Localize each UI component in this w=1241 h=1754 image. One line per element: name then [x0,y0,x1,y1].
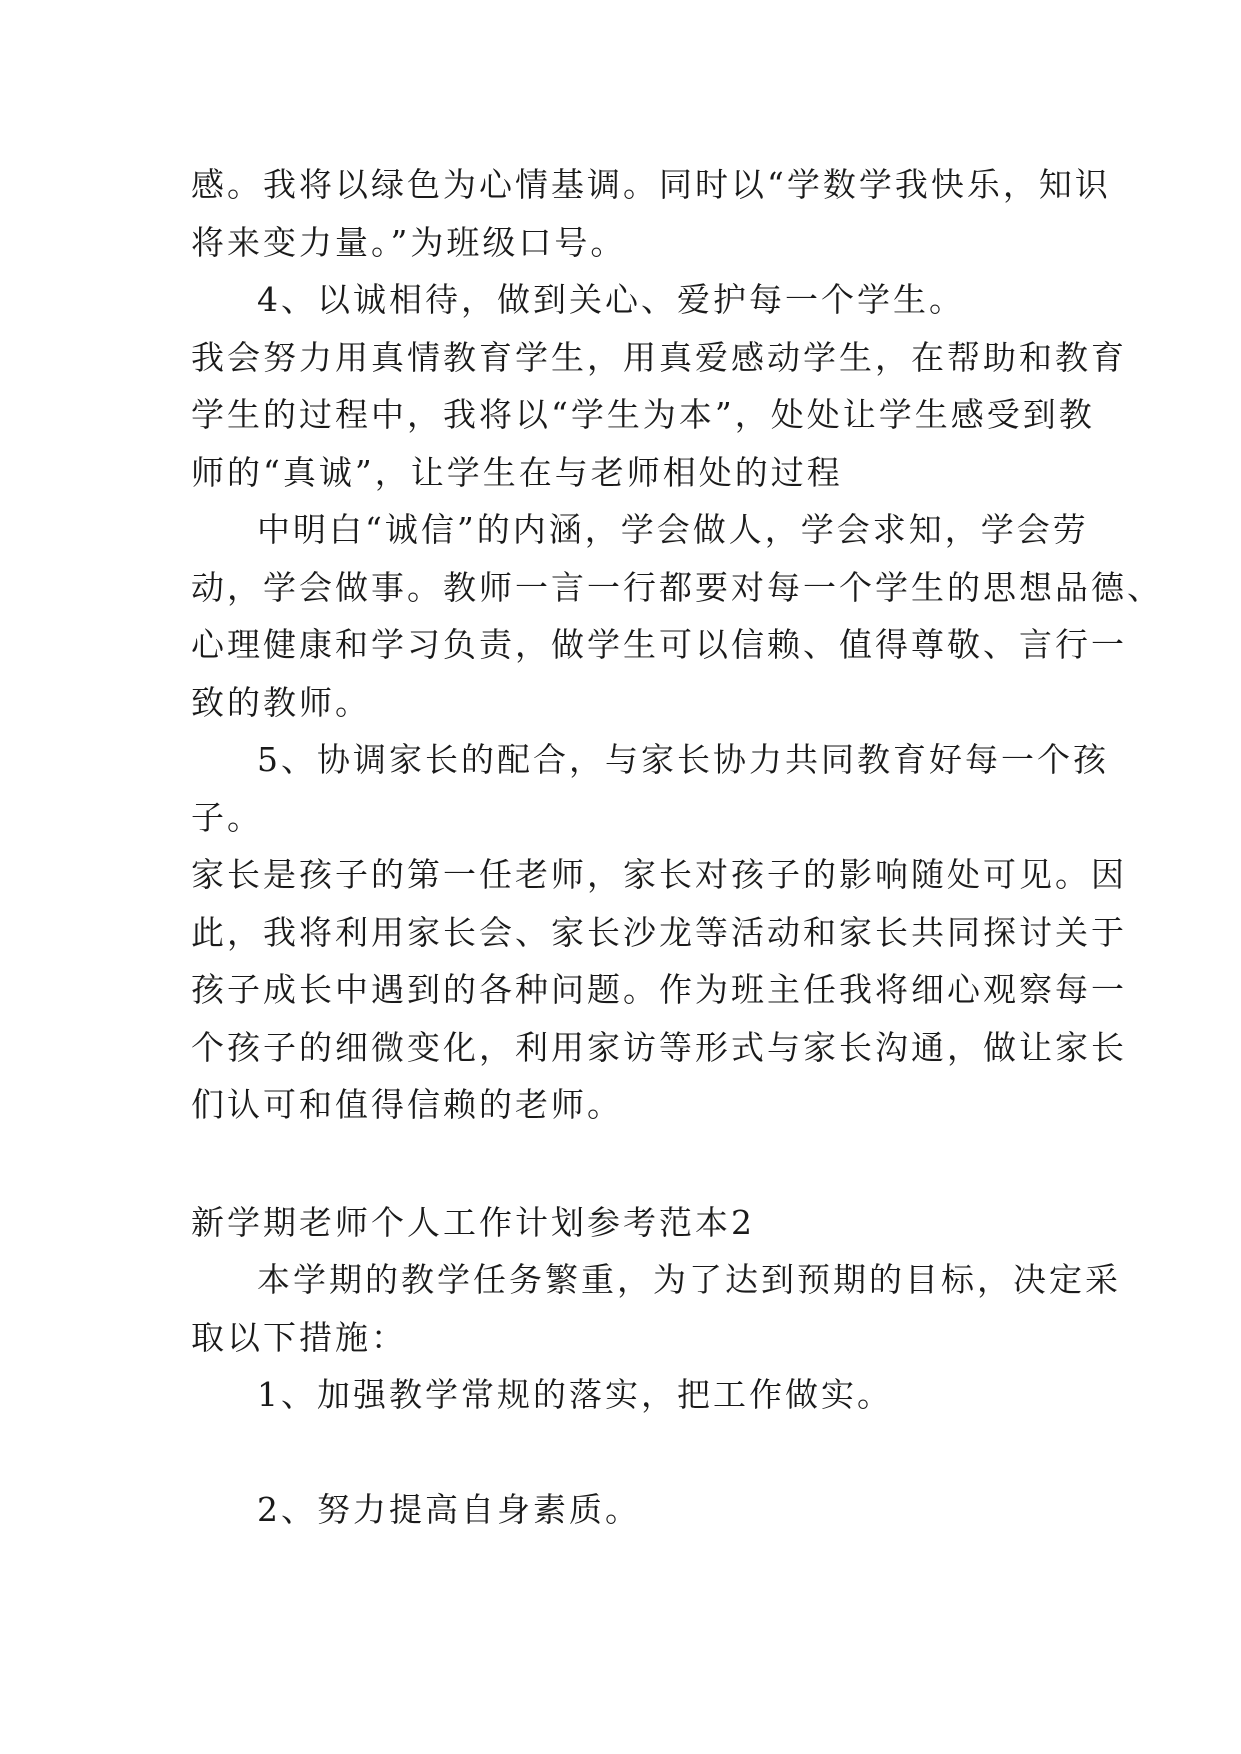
text-line: 我会努力用真情教育学生，用真爱感动学生，在帮助和教育 [191,337,1127,377]
text-line: 个孩子的细微变化，利用家访等形式与家长沟通，做让家长 [191,1027,1127,1067]
text-line: 家长是孩子的第一任老师，家长对孩子的影响随处可见。因 [191,855,1127,894]
list-item-heading: 5、协调家长的配合，与家长协力共同教育好每一个孩 [257,740,1109,779]
text-line: 心理健康和学习负责，做学生可以信赖、值得尊敬、言行一 [191,625,1127,664]
list-item-heading: 1、加强教学常规的落实，把工作做实。 [257,1375,893,1414]
text-line: 学生的过程中，我将以“学生为本”，处处让学生感受到教 [191,395,1095,434]
text-line: 取以下措施： [191,1317,407,1357]
text-line: 感。我将以绿色为心情基调。同时以“学数学我快乐，知识 [191,165,1111,204]
text-line: 将来变力量。”为班级口号。 [191,222,627,262]
paragraph-gap [191,1134,1071,1194]
text-line: 们认可和值得信赖的老师。 [191,1085,623,1124]
text-line: 致的教师。 [191,682,371,722]
text-line: 中明白“诚信”的内涵，学会做人，学会求知，学会劳 [257,510,1089,549]
section-title: 新学期老师个人工作计划参考范本2 [191,1202,755,1242]
text-line: 师的“真诚”，让学生在与老师相处的过程 [191,452,843,492]
text-line: 本学期的教学任务繁重，为了达到预期的目标，决定采 [257,1260,1121,1299]
text-line: 此，我将利用家长会、家长沙龙等活动和家长共同探讨关于 [191,912,1127,952]
document-body [191,156,1163,1538]
text-line: 孩子成长中遇到的各种问题。作为班主任我将细心观察每一 [191,970,1127,1009]
list-item-heading: 4、以诚相待，做到关心、爱护每一个学生。 [257,280,965,319]
paragraph-gap [191,1424,1071,1481]
text-line: 动，学会做事。教师一言一行都要对每一个学生的思想品德、 [191,567,1163,607]
text-line: 子。 [191,797,263,837]
list-item-heading: 2、努力提高自身素质。 [257,1489,641,1529]
